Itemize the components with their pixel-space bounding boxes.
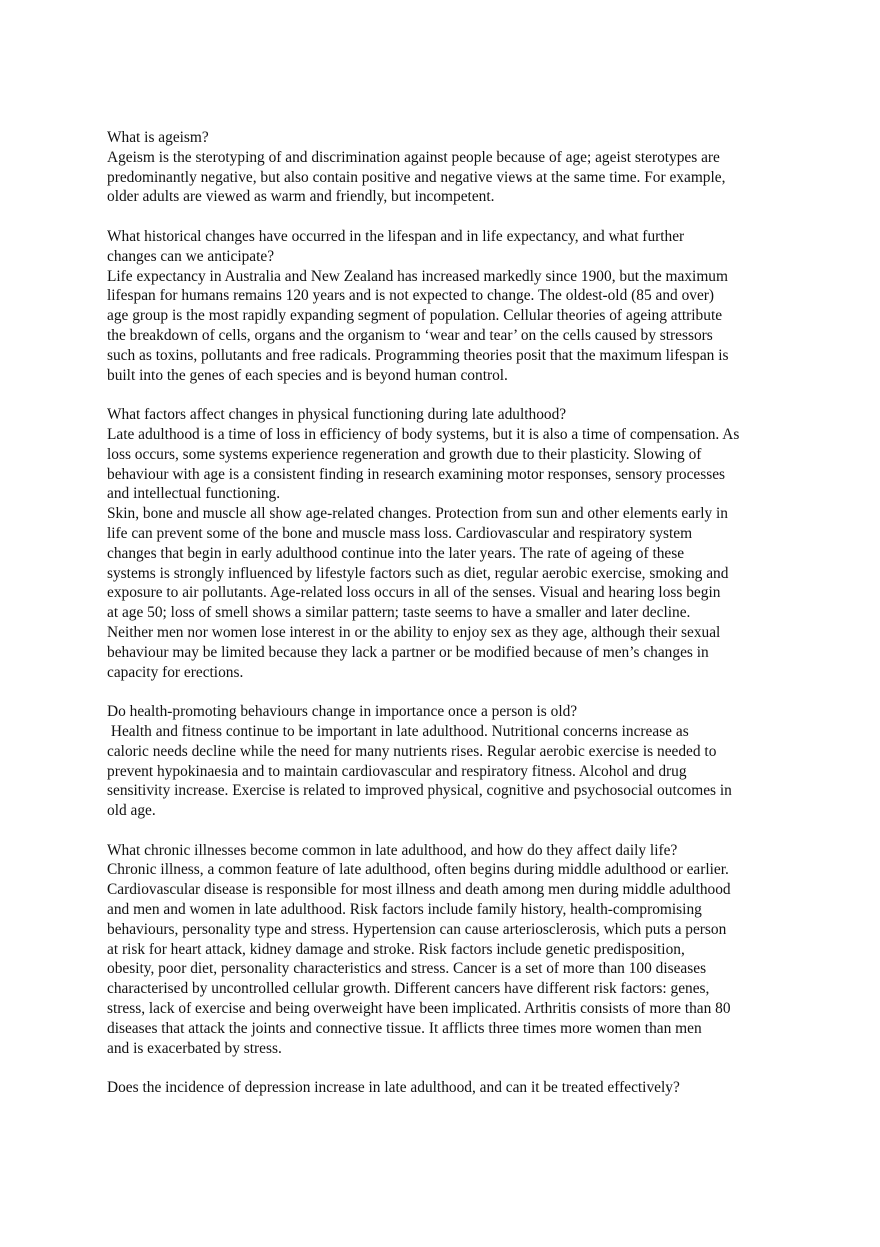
text-line: lifespan for humans remains 120 years and is not expected to change. The oldest-old (85 and over) bbox=[107, 287, 715, 305]
question-heading: changes can we anticipate? bbox=[107, 247, 275, 265]
section-depression bbox=[107, 1078, 775, 1098]
text-line: Late adulthood is a time of loss in efficiency of body systems, but it is also a time of compensation. As bbox=[107, 425, 740, 443]
question-heading: What factors affect changes in physical functioning during late adulthood? bbox=[107, 406, 567, 424]
text-line: Cardiovascular disease is responsible for most illness and death among men during middle adulthood bbox=[107, 881, 731, 899]
text-line: and intellectual functioning. bbox=[107, 485, 281, 503]
paragraph-gap bbox=[107, 821, 775, 841]
text-line: Ageism is the sterotyping of and discrimination against people because of age; ageist sterotypes are bbox=[107, 148, 720, 166]
text-line: such as toxins, pollutants and free radicals. Programming theories posit that the maximum lifespan is bbox=[107, 346, 729, 364]
text-line: sensitivity increase. Exercise is related to improved physical, cognitive and psychosocial outcomes in bbox=[107, 782, 732, 800]
text-line: predominantly negative, but also contain positive and negative views at the same time. For example, bbox=[107, 168, 726, 186]
question-heading: Does the incidence of depression increase in late adulthood, and can it be treated effectively? bbox=[107, 1079, 680, 1097]
section-chronic-illness bbox=[107, 841, 775, 1059]
section-health-behaviours bbox=[107, 702, 775, 821]
text-line: characterised by uncontrolled cellular growth. Different cancers have different risk factors: genes, bbox=[107, 980, 710, 998]
question-heading: Do health-promoting behaviours change in importance once a person is old? bbox=[107, 703, 578, 721]
text-line: caloric needs decline while the need for many nutrients rises. Regular aerobic exercise is needed to bbox=[107, 742, 717, 760]
text-line: systems is strongly influenced by lifestyle factors such as diet, regular aerobic exercise, smoking and bbox=[107, 564, 729, 582]
question-heading: What is ageism? bbox=[107, 129, 209, 146]
section-lifespan bbox=[107, 227, 775, 385]
text-line: changes that begin in early adulthood continue into the later years. The rate of ageing of these bbox=[107, 544, 685, 562]
text-line: diseases that attack the joints and connective tissue. It afflicts three times more women than men bbox=[107, 1019, 702, 1037]
paragraph-gap bbox=[107, 682, 775, 702]
section-ageism bbox=[107, 128, 775, 207]
document-body bbox=[107, 128, 775, 1098]
text-line: older adults are viewed as warm and friendly, but incompetent. bbox=[107, 188, 495, 206]
text-line: capacity for erections. bbox=[107, 663, 244, 681]
text-line: and is exacerbated by stress. bbox=[107, 1039, 282, 1057]
text-line: Skin, bone and muscle all show age-related changes. Protection from sun and other elements early in bbox=[107, 505, 728, 523]
text-line: Neither men nor women lose interest in or the ability to enjoy sex as they age, although their sexual bbox=[107, 623, 721, 641]
text-line: at age 50; loss of smell shows a similar pattern; taste seems to have a smaller and later decline. bbox=[107, 604, 691, 622]
text-line: built into the genes of each species and is beyond human control. bbox=[107, 366, 508, 384]
text-line: Chronic illness, a common feature of late adulthood, often begins during middle adulthood or earlier. bbox=[107, 861, 729, 879]
text-line: behaviour with age is a consistent finding in research examining motor responses, sensory processes bbox=[107, 465, 726, 483]
text-line: and men and women in late adulthood. Risk factors include family history, health-compromising bbox=[107, 901, 702, 919]
paragraph-gap bbox=[107, 1058, 775, 1078]
text-line: age group is the most rapidly expanding segment of population. Cellular theories of ageing attribute bbox=[107, 307, 723, 325]
text-line: Health and fitness continue to be important in late adulthood. Nutritional concerns increase as bbox=[107, 722, 689, 740]
question-heading: What chronic illnesses become common in late adulthood, and how do they affect daily life? bbox=[107, 841, 678, 859]
section-physical-functioning bbox=[107, 405, 775, 682]
text-line: behaviours, personality type and stress. Hypertension can cause arteriosclerosis, which puts a person bbox=[107, 920, 727, 938]
text-line: behaviour may be limited because they lack a partner or be modified because of men’s changes in bbox=[107, 643, 709, 661]
text-line: life can prevent some of the bone and muscle mass loss. Cardiovascular and respiratory system bbox=[107, 524, 693, 542]
text-line: stress, lack of exercise and being overweight have been implicated. Arthritis consists of more than 80 bbox=[107, 1000, 731, 1018]
text-line: loss occurs, some systems experience regeneration and growth due to their plasticity. Slowing of bbox=[107, 445, 702, 463]
paragraph-gap bbox=[107, 385, 775, 405]
text-line: obesity, poor diet, personality characteristics and stress. Cancer is a set of more than 100 diseases bbox=[107, 960, 707, 978]
text-line: at risk for heart attack, kidney damage and stroke. Risk factors include genetic predisposition, bbox=[107, 940, 685, 958]
text-line: Life expectancy in Australia and New Zealand has increased markedly since 1900, but the maximum bbox=[107, 267, 728, 285]
text-line: old age. bbox=[107, 802, 156, 820]
paragraph-gap bbox=[107, 207, 775, 227]
question-heading: What historical changes have occurred in the lifespan and in life expectancy, and what further bbox=[107, 227, 685, 245]
text-line: exposure to air pollutants. Age-related loss occurs in all of the senses. Visual and hearing loss begin bbox=[107, 584, 721, 602]
text-line: the breakdown of cells, organs and the organism to ‘wear and tear’ on the cells caused by stressors bbox=[107, 326, 713, 344]
text-line: prevent hypokinaesia and to maintain cardiovascular and respiratory fitness. Alcohol and drug bbox=[107, 762, 687, 780]
